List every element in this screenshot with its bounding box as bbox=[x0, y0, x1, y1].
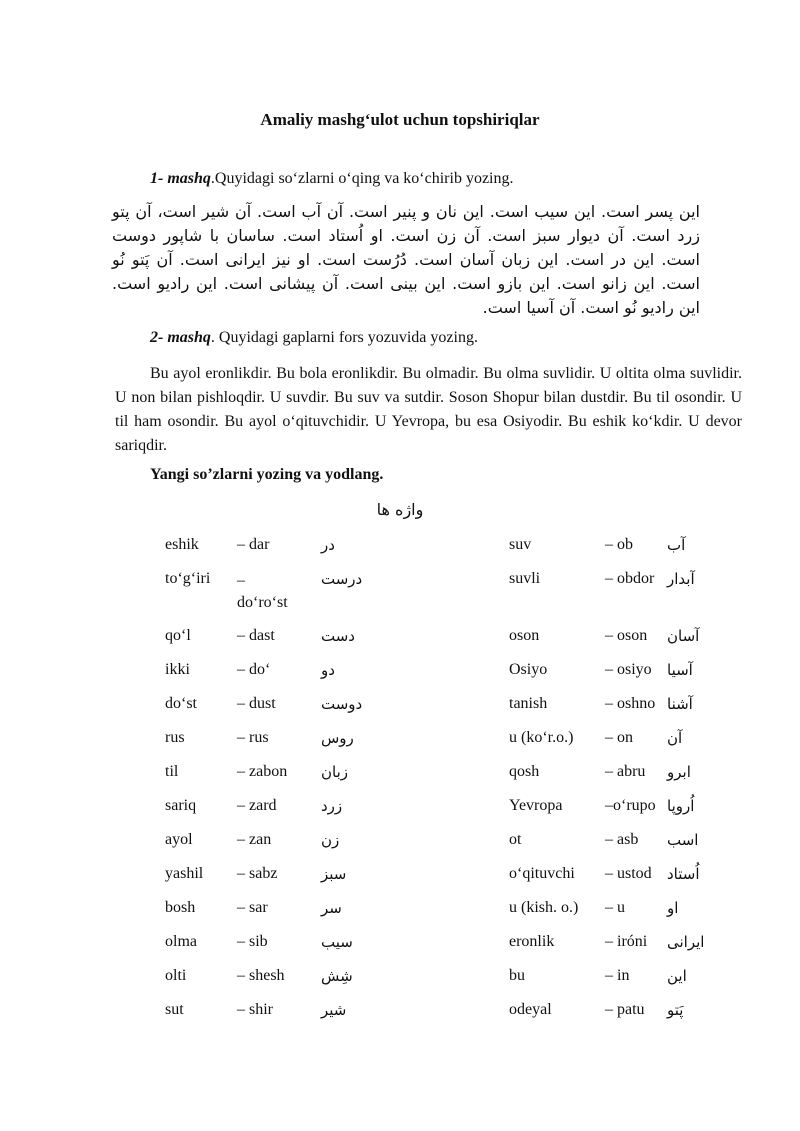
vocab-row bbox=[0, 570, 800, 611]
vocab-uzbek-word: til bbox=[165, 763, 179, 780]
vocab-row bbox=[0, 661, 800, 691]
vocab-uzbek-word: Yevropa bbox=[509, 797, 563, 814]
vocab-uzbek-word: ayol bbox=[165, 831, 193, 848]
vocab-transliteration: – oson bbox=[605, 627, 648, 644]
vocab-persian-word: ایرانی bbox=[667, 933, 705, 951]
vocab-uzbek-word: sariq bbox=[165, 797, 197, 814]
vocab-row bbox=[0, 729, 800, 759]
vocab-persian-word: زبان bbox=[321, 763, 349, 781]
vocab-persian-word: سبز bbox=[321, 865, 347, 883]
vocab-persian-word: آب bbox=[667, 536, 686, 554]
vocab-transliteration: – dast bbox=[237, 627, 275, 644]
vocab-transliteration: – zan bbox=[237, 831, 272, 848]
vocab-transliteration: – ustod bbox=[605, 865, 652, 882]
exercise-2-heading bbox=[150, 329, 478, 347]
vocab-persian-word: دست bbox=[321, 627, 355, 645]
exercise-1-instruction: .Quyidagi so‘zlarni o‘qing va ko‘chirib yozing. bbox=[210, 170, 514, 187]
vocab-uzbek-word: sut bbox=[165, 1001, 184, 1018]
vocab-persian-word: آسان bbox=[667, 627, 700, 645]
vocab-transliteration: – zard bbox=[237, 797, 277, 814]
vocab-uzbek-word: to‘g‘iri bbox=[165, 570, 211, 587]
vocab-row bbox=[0, 865, 800, 895]
vocab-persian-word: در bbox=[321, 536, 335, 554]
vocab-uzbek-word: suv bbox=[509, 536, 532, 553]
vocab-row bbox=[0, 967, 800, 997]
vocab-transliteration: – obdor bbox=[605, 570, 655, 587]
vocab-persian-word: روس bbox=[321, 729, 354, 747]
vocab-transliteration: – abru bbox=[605, 763, 646, 780]
vocab-transliteration: – ob bbox=[605, 536, 633, 553]
vocab-transliteration: – asb bbox=[605, 831, 639, 848]
vocab-transliteration: – dust bbox=[237, 695, 276, 712]
vocab-row bbox=[0, 797, 800, 827]
vocab-transliteration: – rus bbox=[237, 729, 269, 746]
exercise-1-heading bbox=[150, 170, 514, 188]
vocab-uzbek-word: suvli bbox=[509, 570, 541, 587]
vocab-row bbox=[0, 831, 800, 861]
vocab-uzbek-word: oson bbox=[509, 627, 540, 644]
vocab-transliteration: – osiyo bbox=[605, 661, 652, 678]
vocab-row bbox=[0, 1001, 800, 1031]
vocab-uzbek-word: olma bbox=[165, 933, 197, 950]
vocab-transliteration: – do‘ bbox=[237, 661, 271, 678]
vocab-transliteration: – dar bbox=[237, 536, 270, 553]
vocab-row bbox=[0, 695, 800, 725]
vocab-uzbek-word: eshik bbox=[165, 536, 199, 553]
vocab-uzbek-word: ikki bbox=[165, 661, 190, 678]
vocab-transliteration: – zabon bbox=[237, 763, 288, 780]
vocab-persian-word: آبدار bbox=[667, 570, 695, 588]
vocab-uzbek-word: u (ko‘r.o.) bbox=[509, 729, 574, 746]
vocab-heading: Yangi so’zlarni yozing va yodlang. bbox=[150, 466, 384, 483]
vocab-transliteration: – sabz bbox=[237, 865, 278, 882]
vocab-uzbek-word: qosh bbox=[509, 763, 540, 780]
vocab-persian-word: آن bbox=[667, 729, 683, 747]
vocab-persian-word: ابرو bbox=[667, 763, 691, 781]
vocab-persian-word: آسیا bbox=[667, 661, 693, 679]
vocab-transliteration: – patu bbox=[605, 1001, 645, 1018]
vocab-persian-word: پَتو bbox=[667, 1001, 684, 1019]
vocab-uzbek-word: o‘qituvchi bbox=[509, 865, 575, 882]
vocab-row bbox=[0, 536, 800, 566]
vocab-uzbek-word: odeyal bbox=[509, 1001, 552, 1018]
vocab-persian-word: زرد bbox=[321, 797, 343, 815]
vocab-uzbek-word: bosh bbox=[165, 899, 196, 916]
vocab-persian-word: سیب bbox=[321, 933, 353, 951]
vocab-persian-word: آشنا bbox=[667, 695, 693, 713]
vocab-row bbox=[0, 763, 800, 793]
vocab-persian-word: درست bbox=[321, 570, 363, 588]
vocab-transliteration: – in bbox=[605, 967, 630, 984]
vocab-persian-word: اسب bbox=[667, 831, 699, 849]
vocab-transliteration: – shesh bbox=[237, 967, 285, 984]
vocab-persian-word: شِش bbox=[321, 967, 353, 985]
vocab-uzbek-word: bu bbox=[509, 967, 525, 984]
vocab-uzbek-word: ot bbox=[509, 831, 522, 848]
vocab-transliteration: – do‘ro‘st bbox=[237, 572, 288, 611]
vocab-persian-word: سر bbox=[321, 899, 342, 917]
vocab-uzbek-word: yashil bbox=[165, 865, 204, 882]
page-title: Amaliy mashg‘ulot uchun topshiriqlar bbox=[260, 110, 540, 129]
vocab-uzbek-word: tanish bbox=[509, 695, 548, 712]
vocab-transliteration: – on bbox=[605, 729, 633, 746]
exercise-2-number: 2- mashq bbox=[150, 329, 211, 346]
vocab-uzbek-word: olti bbox=[165, 967, 187, 984]
vocab-persian-word: دو bbox=[321, 661, 335, 679]
vocab-uzbek-word: do‘st bbox=[165, 695, 197, 712]
vocab-transliteration: – oshno bbox=[605, 695, 656, 712]
vocab-row bbox=[0, 933, 800, 963]
vocab-persian-word: این bbox=[667, 967, 687, 985]
vocab-transliteration: –o‘rupo bbox=[605, 797, 656, 814]
vocab-transliteration: – sar bbox=[237, 899, 268, 916]
vocab-persian-word: زن bbox=[321, 831, 340, 849]
exercise-2-text: Bu ayol eronlikdir. Bu bola eronlikdir. Bu olmadir. Bu olma suvlidir. U oltita olma suvlidir. U non bilan pishloqdir. U suvdir. Bu suv va sutdir. Soson Shopur bilan dustdir. Bu til osondir. U til ham osondir. Bu ayol o‘qituvchidir. U Yevropa, bu esa Osiyodir. Bu eshik ko‘kdir. U devor sariqdir. bbox=[115, 365, 742, 454]
vocab-uzbek-word: Osiyo bbox=[509, 661, 548, 678]
vocab-persian-word: دوست bbox=[321, 695, 363, 713]
vocab-uzbek-word: rus bbox=[165, 729, 185, 746]
vocab-transliteration: – u bbox=[605, 899, 625, 916]
vocab-uzbek-word: u (kish. o.) bbox=[509, 899, 579, 916]
vocab-persian-word: اُروپا bbox=[667, 797, 695, 815]
vocab-uzbek-word: qo‘l bbox=[165, 627, 191, 644]
exercise-1-persian-text: این پسر است. این سیب است. این نان و پنیر است. آن آب است. آن شیر است، آن پتو زرد است. آن دیوار سبز است. آن زن است. او اُستاد است. ساسان با شاپور دوست است. این در است. این زبان آسان است. دُرُست است. او نیز ایرانی است. آن پَتو نُو است. این زانو است. این بازو است. این بینی است. آن پیشانی است. این رادیو است. این رادیو نُو است. آن آسیا است. bbox=[112, 202, 700, 317]
vocab-transliteration: – sib bbox=[237, 933, 268, 950]
exercise-2-instruction: . Quyidagi gaplarni fors yozuvida yozing. bbox=[210, 329, 478, 346]
vocab-title: واژه ها bbox=[376, 500, 424, 519]
vocab-persian-word: اُستاد bbox=[667, 865, 700, 883]
vocab-persian-word: شیر bbox=[321, 1001, 347, 1019]
vocab-row bbox=[0, 899, 800, 929]
vocab-row bbox=[0, 627, 800, 657]
vocab-uzbek-word: eronlik bbox=[509, 933, 555, 950]
vocab-persian-word: او bbox=[667, 899, 679, 917]
vocab-transliteration: – iróni bbox=[605, 933, 648, 950]
vocab-transliteration: – shir bbox=[237, 1001, 273, 1018]
exercise-1-number: 1- mashq bbox=[150, 170, 211, 187]
